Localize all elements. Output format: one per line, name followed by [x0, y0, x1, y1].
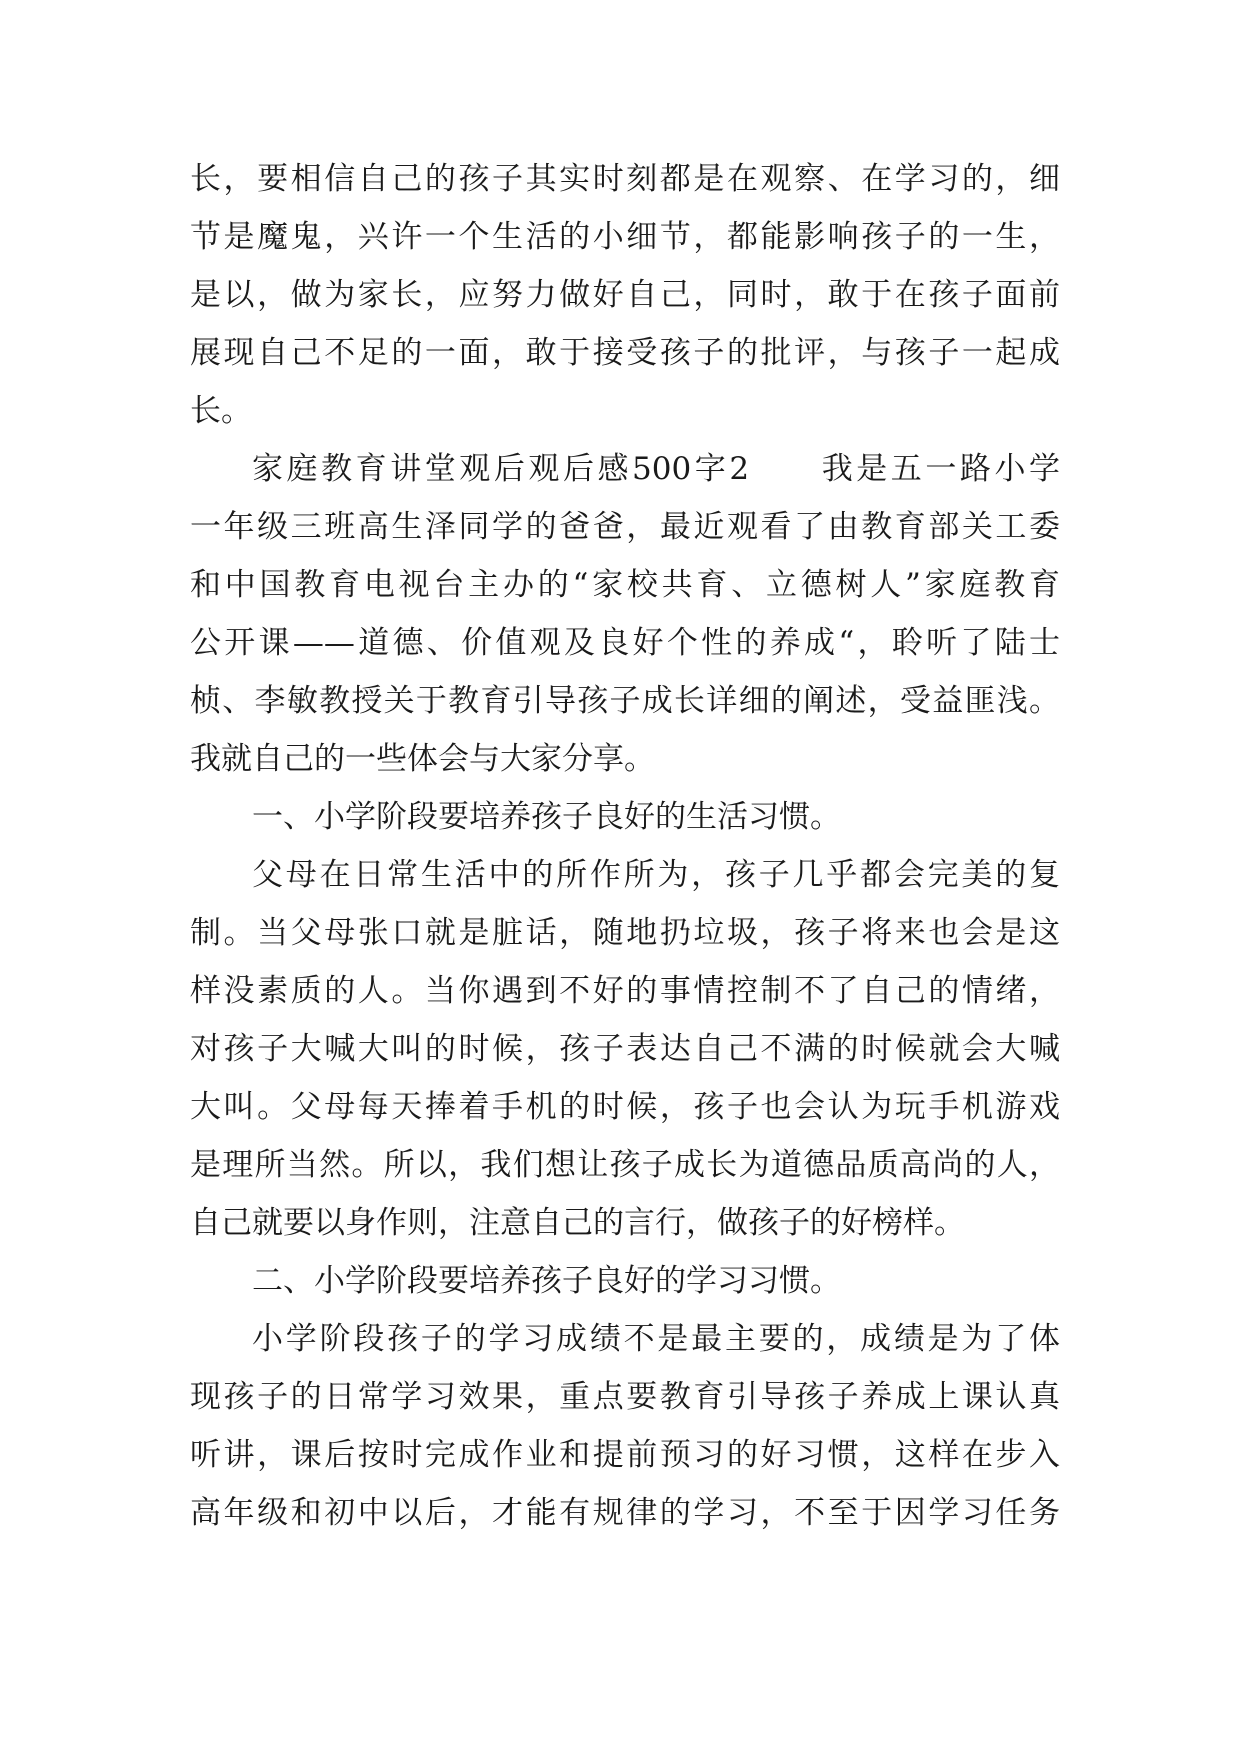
text-line: 自己就要以身作则，注意自己的言行，做孩子的好榜样。: [190, 1205, 965, 1241]
text-line: 节是魔鬼，兴许一个生活的小细节，都能影响孩子的一生，: [190, 219, 1060, 255]
text-line: 二、小学阶段要培养孩子良好的学习习惯。: [252, 1263, 841, 1299]
text-line: 家庭教育讲堂观后观后感500字2 我是五一路小学: [252, 451, 1060, 487]
text-line: 听讲，课后按时完成作业和提前预习的好习惯，这样在步入: [190, 1437, 1060, 1473]
text-line: 高年级和初中以后，才能有规律的学习，不至于因学习任务: [190, 1495, 1060, 1531]
text-line: 展现自己不足的一面，敢于接受孩子的批评，与孩子一起成: [190, 335, 1060, 371]
text-line: 制。当父母张口就是脏话，随地扔垃圾，孩子将来也会是这: [190, 915, 1060, 951]
text-line: 小学阶段孩子的学习成绩不是最主要的，成绩是为了体: [252, 1321, 1060, 1357]
text-line: 对孩子大喊大叫的时候，孩子表达自己不满的时候就会大喊: [190, 1031, 1060, 1067]
text-line: 大叫。父母每天捧着手机的时候，孩子也会认为玩手机游戏: [190, 1089, 1060, 1125]
text-line: 我就自己的一些体会与大家分享。: [190, 741, 655, 777]
text-line: 公开课——道德、价值观及良好个性的养成“，聆听了陆士: [190, 625, 1060, 661]
text-line: 一、小学阶段要培养孩子良好的生活习惯。: [252, 799, 841, 835]
text-line: 和中国教育电视台主办的“家校共育、立德树人”家庭教育: [190, 567, 1060, 603]
text-line: 桢、李敏教授关于教育引导孩子成长详细的阐述，受益匪浅。: [190, 683, 1060, 719]
text-line: 长，要相信自己的孩子其实时刻都是在观察、在学习的，细: [190, 161, 1060, 197]
text-line: 样没素质的人。当你遇到不好的事情控制不了自己的情绪，: [190, 973, 1060, 1009]
text-line: 一年级三班高生泽同学的爸爸，最近观看了由教育部关工委: [190, 509, 1060, 545]
text-line: 长。: [190, 393, 252, 429]
text-line: 父母在日常生活中的所作所为，孩子几乎都会完美的复: [252, 857, 1060, 893]
document-body: [190, 150, 1060, 1542]
text-line: 是理所当然。所以，我们想让孩子成长为道德品质高尚的人，: [190, 1147, 1060, 1183]
text-line: 现孩子的日常学习效果，重点要教育引导孩子养成上课认真: [190, 1379, 1060, 1415]
text-line: 是以，做为家长，应努力做好自己，同时，敢于在孩子面前: [190, 277, 1060, 313]
